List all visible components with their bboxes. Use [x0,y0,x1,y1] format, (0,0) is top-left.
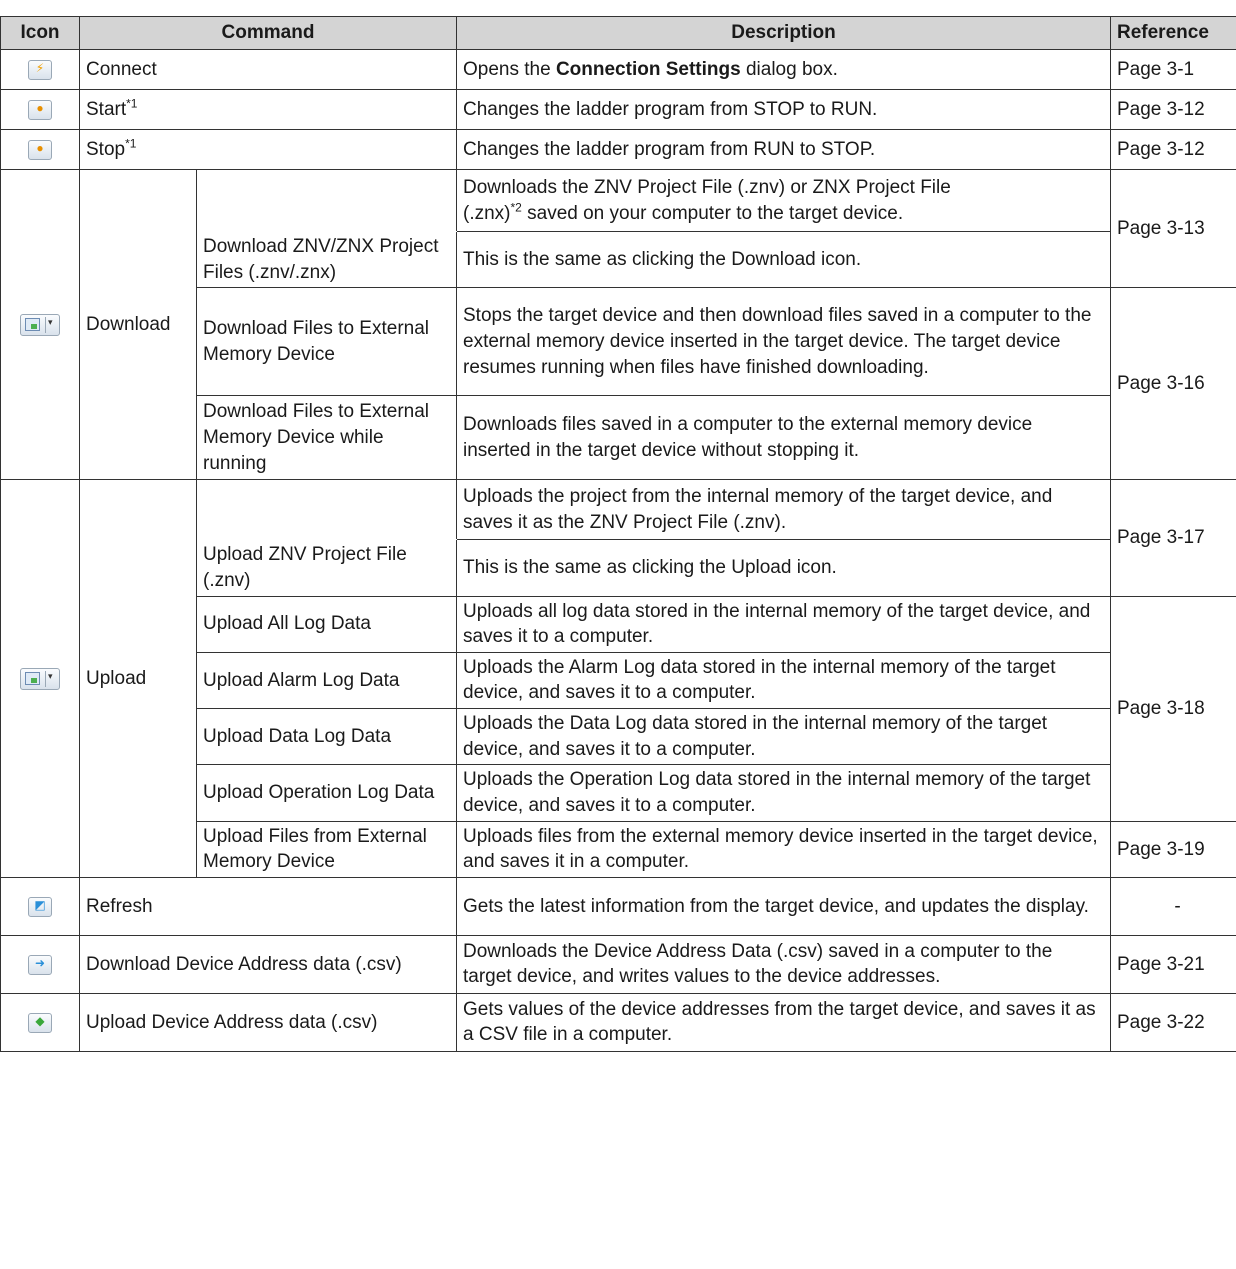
icon-cell [1,130,80,170]
refresh-icon[interactable]: ◩ [28,897,52,917]
table-row [1,877,1236,935]
reference-cell: Page 3-22 [1111,993,1236,1051]
description-cell: Uploads the Operation Log data stored in the internal memory of the target device, and saves it to a computer. [457,765,1111,821]
description-cell [457,50,1111,90]
subcommand-cell: Download Files to External Memory Device while running [197,396,457,480]
header-reference: Reference [1111,17,1236,50]
table-row [1,50,1236,90]
command-cell: Upload [80,480,197,878]
footnote-mark: *1 [126,96,138,111]
footnote-mark: *2 [510,200,522,215]
description-text: dialog box. [740,58,838,80]
description-cell [457,170,1111,232]
description-cell: Uploads the project from the internal memory of the target device, and saves it as the ZNV Project File (.znv). [457,480,1111,540]
command-cell: Upload Device Address data (.csv) [80,993,457,1051]
reference-cell: Page 3-1 [1111,50,1236,90]
command-label: Start [86,98,127,120]
description-text: Downloads the ZNV Project File (.znv) or ZNX Project File [463,176,951,198]
icon-cell [1,993,80,1051]
reference-cell: Page 3-12 [1111,90,1236,130]
description-cell: Stops the target device and then download files saved in a computer to the external memory device inserted in the target device. The target device resumes running when files have finished downloading. [457,288,1111,396]
command-cell: Connect [80,50,457,90]
table-row [1,935,1236,993]
download-split-icon[interactable]: ▾ [20,314,60,336]
lightning-icon[interactable]: ⚡ [28,60,52,80]
description-cell: Uploads all log data stored in the internal memory of the target device, and saves it to a computer. [457,596,1111,652]
subcommand-cell: Upload Operation Log Data [197,765,457,821]
reference-cell: Page 3-16 [1111,288,1236,480]
header-description: Description [457,17,1111,50]
icon-cell [1,877,80,935]
footnote-mark: *1 [125,136,137,151]
description-cell: Gets values of the device addresses from the target device, and saves it as a CSV file in a computer. [457,993,1111,1051]
download-arrow-icon[interactable]: ➜ [28,955,52,975]
table-row [1,130,1236,170]
description-cell: Changes the ladder program from STOP to RUN. [457,90,1111,130]
command-cell: Download [80,170,197,480]
description-cell: Uploads the Data Log data stored in the internal memory of the target device, and saves it to a computer. [457,709,1111,765]
icon-cell [1,90,80,130]
table-row [1,90,1236,130]
subcommand-cell: Upload ZNV Project File (.znv) [197,540,457,596]
blank-cell [197,170,457,232]
reference-cell: Page 3-18 [1111,596,1236,821]
subcommand-cell: Upload Files from External Memory Device [197,821,457,877]
description-cell: This is the same as clicking the Upload icon. [457,540,1111,596]
description-cell: Uploads files from the external memory device inserted in the target device, and saves it in a computer. [457,821,1111,877]
command-label: Stop [86,138,126,160]
subcommand-cell: Upload Data Log Data [197,709,457,765]
command-cell: Refresh [80,877,457,935]
subcommand-cell: Download Files to External Memory Device [197,288,457,396]
icon-cell [1,480,80,878]
reference-cell: Page 3-21 [1111,935,1236,993]
play-icon[interactable]: ● [28,100,52,120]
stop-icon[interactable]: ● [28,140,52,160]
description-text: Opens the [463,58,556,80]
reference-cell: - [1111,877,1236,935]
command-table [0,16,1236,1052]
dialog-name: Connection Settings [555,58,741,80]
description-cell: Changes the ladder program from RUN to STOP. [457,130,1111,170]
description-cell: Downloads the Device Address Data (.csv) saved in a computer to the target device, and writes values to the device addresses. [457,935,1111,993]
blank-cell [197,480,457,540]
command-cell [80,130,457,170]
subcommand-cell: Upload All Log Data [197,596,457,652]
header-command: Command [80,17,457,50]
description-cell: Uploads the Alarm Log data stored in the internal memory of the target device, and saves it to a computer. [457,652,1111,708]
subcommand-cell: Upload Alarm Log Data [197,652,457,708]
header-icon: Icon [1,17,80,50]
description-cell: Gets the latest information from the target device, and updates the display. [457,877,1111,935]
command-cell [80,90,457,130]
icon-cell [1,50,80,90]
reference-cell: Page 3-17 [1111,480,1236,596]
description-text: (.znx) [463,202,511,224]
reference-cell: Page 3-13 [1111,170,1236,288]
description-cell: Downloads files saved in a computer to the external memory device inserted in the target device without stopping it. [457,396,1111,480]
upload-split-icon[interactable]: ▾ [20,668,60,690]
command-cell: Download Device Address data (.csv) [80,935,457,993]
upload-arrow-icon[interactable]: ◆ [28,1013,52,1033]
table-header-row [1,17,1236,50]
description-cell: This is the same as clicking the Download icon. [457,232,1111,288]
table-row [1,170,1236,232]
reference-cell: Page 3-12 [1111,130,1236,170]
subcommand-cell: Download ZNV/ZNX Project Files (.znv/.znx) [197,232,457,288]
description-text: saved on your computer to the target device. [521,202,904,224]
reference-cell: Page 3-19 [1111,821,1236,877]
table-row [1,993,1236,1051]
icon-cell [1,170,80,480]
icon-cell [1,935,80,993]
table-row [1,480,1236,540]
